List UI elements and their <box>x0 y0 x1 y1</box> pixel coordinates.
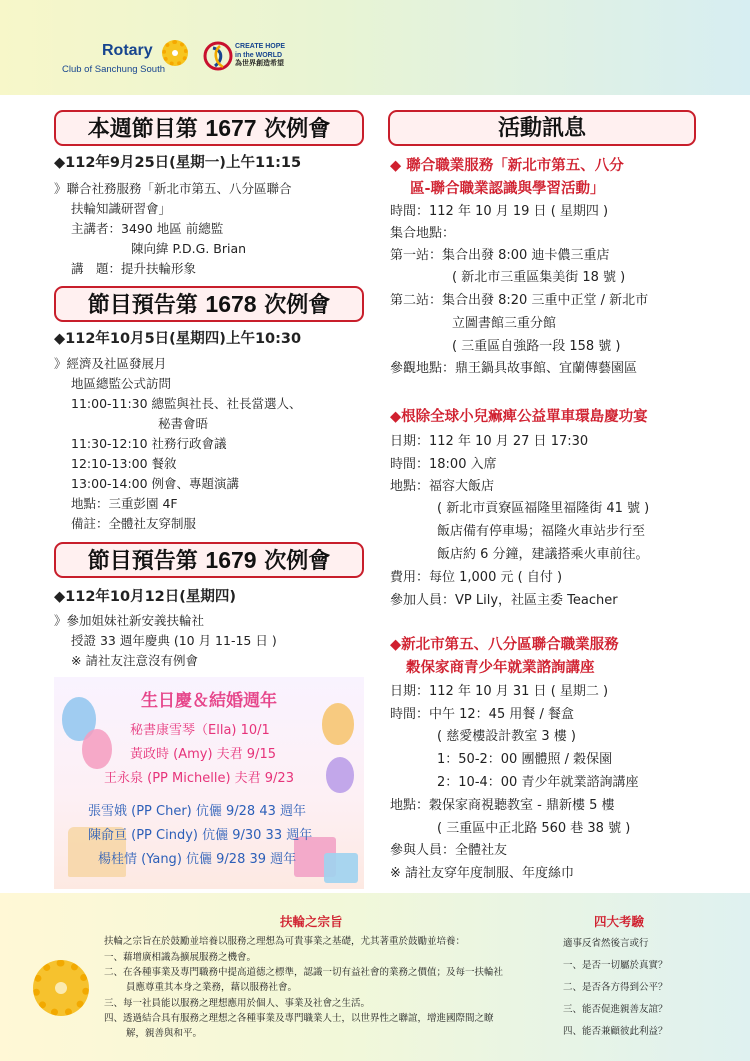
hope-line-2: in the WORLD <box>235 51 283 59</box>
meeting-1679-line-1: 》參加姐妹社新安義扶輪社 <box>54 613 205 628</box>
meeting-1677-header <box>54 110 364 146</box>
event-3-line-8: 參與人員：全體社友 <box>390 843 508 858</box>
meeting-1677-topic-line-2: 扶輪知識研習會」 <box>71 201 172 216</box>
event-1-line-6: 立圖書館三重分館 <box>452 316 557 331</box>
event-2-line-4: ( 新北市貢寮區福隆里福隆街 41 號 ) <box>437 501 650 516</box>
meeting-1677-speaker-line-1: 主講者：3490 地區 前總監 <box>71 221 224 236</box>
four-way-test-title: 四大考驗 <box>594 914 645 929</box>
four-way-test-2: 二、是否各方得到公平？ <box>563 982 668 993</box>
birthday-anniversary-card <box>54 677 364 889</box>
meeting-1678-line-4: 秘書會晤 <box>158 416 209 431</box>
event-3-line-9: ※ 請社友穿年度制服、年度絲巾 <box>390 866 575 881</box>
meeting-1679-header <box>54 542 364 578</box>
object-point-3: 三、每一社員能以服務之理想應用於個人、事業及社會之生活。 <box>104 998 371 1009</box>
birthday-line-3: 王永泉 (PP Michelle) 夫君 9/23 <box>104 771 294 786</box>
meeting-1679-date: ◆112年10月12日(星期四) <box>54 589 237 605</box>
event-2-line-6: 飯店約 6 分鐘，建議搭乘火車前往。 <box>437 547 649 562</box>
event-3-line-4: 1：50-2：00 團體照 / 穀保園 <box>437 752 613 767</box>
event-1-line-3: 第一站：集合出發 8:00 迪卡儂三重店 <box>390 248 610 263</box>
object-point-4b: 解，親善與和平。 <box>126 1028 203 1039</box>
rotary-logo <box>62 42 197 82</box>
event-2-line-1: 日期：112 年 10 月 27 日 17:30 <box>390 434 589 449</box>
header-prefix: 節目預告第 <box>87 293 206 318</box>
event-2-line-5: 飯店備有停車場；福隆火車站步行至 <box>437 524 646 539</box>
rotary-wheel-icon <box>33 960 89 1016</box>
event-3-title-line-1: ◆新北市第五、八分區聯合職業服務 <box>390 637 619 653</box>
meeting-1677-topic-line-1: 》聯合社務服務「新北市第五、八分區聯合 <box>54 181 292 196</box>
meeting-1678-date: ◆112年10月5日(星期四)上午10:30 <box>54 331 302 347</box>
card-title: 生日慶＆結婚週年 <box>141 691 277 711</box>
hope-line-3: 為世界創造希望 <box>235 60 284 67</box>
anniversary-line-1: 張雪娥 (PP Cher) 伉儷 9/28 43 週年 <box>88 804 307 819</box>
event-1-line-4: ( 新北市三重區集美街 18 號 ) <box>452 270 626 285</box>
hope-line-1: CREATE HOPE <box>235 43 286 50</box>
event-3-line-6: 地點：穀保家商視聽教室 - 鼎新樓 5 樓 <box>390 798 615 813</box>
object-point-2b: 員應尊重其本身之業務，藉以服務社會。 <box>126 982 298 993</box>
meeting-1678-line-1: 》經濟及社區發展月 <box>54 356 167 371</box>
rotary-wordmark: Rotary <box>102 42 153 59</box>
meeting-1678-line-8: 地點：三重彭園 4F <box>71 496 178 511</box>
anniversary-line-3: 楊桂情 (Yang) 伉儷 9/28 39 週年 <box>98 852 297 867</box>
meeting-1678-line-5: 11:30-12:10 社務行政會議 <box>71 436 227 451</box>
event-2-line-7: 費用：每位 1,000 元 ( 自付 ) <box>390 570 563 585</box>
four-way-test-intro: 適事反省然後言或行 <box>563 938 649 949</box>
create-hope-logo <box>203 40 313 80</box>
event-2-title: ◆根除全球小兒痲痺公益單車環島慶功宴 <box>390 409 648 425</box>
meeting-1679-line-3: ※ 請社友注意沒有例會 <box>71 653 198 668</box>
event-1-line-8: 參觀地點：鼎王鍋具故事館、宜蘭傳藝園區 <box>390 361 638 376</box>
header-suffix: 次例會 <box>256 549 331 574</box>
balloon-icon <box>82 729 112 769</box>
meeting-1678-line-3: 11:00-11:30 總監與社長、社長當選人、 <box>71 396 302 411</box>
create-hope-icon <box>203 40 233 72</box>
event-1-line-5: 第二站：集合出發 8:20 三重中正堂 / 新北市 <box>390 293 649 308</box>
event-2-line-2: 時間：18:00 入席 <box>390 457 497 472</box>
four-way-test-4: 四、能否兼顧彼此利益？ <box>563 1026 668 1037</box>
meeting-1677-date: ◆112年9月25日(星期一)上午11:15 <box>54 155 302 171</box>
meeting-1678-line-9: 備註：全體社友穿制服 <box>71 516 197 531</box>
event-2-line-8: 參加人員：VP Lily，社區主委 Teacher <box>390 593 618 608</box>
event-3-line-2: 時間：中午 12：45 用餐 / 餐盒 <box>390 707 574 722</box>
four-way-test-1: 一、是否一切屬於真實？ <box>563 960 668 971</box>
event-1-line-7: ( 三重區自強路一段 158 號 ) <box>452 339 621 354</box>
object-intro: 扶輪之宗旨在於鼓勵並培養以服務之理想為可貴事業之基礎，尤其著重於鼓勵並培養： <box>104 936 466 947</box>
meeting-number: 1677 <box>205 115 257 141</box>
object-of-rotary-title: 扶輪之宗旨 <box>280 914 343 929</box>
object-point-2a: 二、在各種事業及專門職務中提高道德之標準，認識一切有益社會的業務之價值；及每一扶輪社 <box>104 967 504 978</box>
meeting-1678-line-6: 12:10-13:00 餐敘 <box>71 456 177 471</box>
meeting-number: 1678 <box>205 291 257 317</box>
event-2-line-3: 地點：福容大飯店 <box>390 479 495 494</box>
object-point-1: 一、藉增廣相識為擴展服務之機會。 <box>104 952 257 963</box>
meeting-1678-line-7: 13:00-14:00 例會、專題演講 <box>71 476 240 491</box>
header-prefix: 本週節目第 <box>87 117 206 142</box>
event-1-line-2: 集合地點： <box>390 226 456 241</box>
event-1-title-line-2: 區-聯合職業認識與學習活動」 <box>410 181 605 197</box>
header-prefix: 節目預告第 <box>87 549 206 574</box>
gift-box-icon <box>324 853 358 883</box>
club-name: Club of Sanchung South <box>62 64 165 75</box>
four-way-test-3: 三、能否促進親善友誼？ <box>563 1004 668 1015</box>
header-suffix: 次例會 <box>256 117 331 142</box>
meeting-1679-line-2: 授證 33 週年慶典 (10 月 11-15 日 ) <box>71 633 277 648</box>
event-1-line-1: 時間：112 年 10 月 19 日 ( 星期四 ) <box>390 204 609 219</box>
meeting-1678-line-2: 地區總監公式訪問 <box>71 376 172 391</box>
event-3-title-line-2: 穀保家商青少年就業諮詢講座 <box>406 660 595 676</box>
balloon-icon <box>326 757 354 793</box>
header-suffix: 次例會 <box>256 293 331 318</box>
event-3-line-7: ( 三重區中正北路 560 巷 38 號 ) <box>437 821 631 836</box>
object-point-4a: 四、透過結合具有服務之理想之各種事業及專門職業人士，以世界性之聯誼，增進國際間之瞭 <box>104 1013 494 1024</box>
meeting-1677-subject: 講 題：提升扶輪形象 <box>71 261 197 276</box>
event-3-line-5: 2：10-4：00 青少年就業諮詢講座 <box>437 775 639 790</box>
event-3-line-3: ( 慈愛樓設計教室 3 樓 ) <box>437 729 576 744</box>
meeting-1677-speaker-line-2: 陳向緯 P.D.G. Brian <box>131 241 247 256</box>
birthday-line-2: 黃政時 (Amy) 夫君 9/15 <box>130 747 276 762</box>
meeting-number: 1679 <box>205 547 257 573</box>
meeting-1678-header <box>54 286 364 322</box>
anniversary-line-2: 陳俞亘 (PP Cindy) 伉儷 9/30 33 週年 <box>88 828 313 843</box>
activity-news-header: 活動訊息 <box>388 110 696 146</box>
event-1-title-line-1: ◆ 聯合職業服務「新北市第五、八分 <box>390 158 624 174</box>
rotary-wheel-icon <box>162 40 188 66</box>
birthday-line-1: 秘書康雪琴（Ella) 10/1 <box>130 723 270 738</box>
event-3-line-1: 日期：112 年 10 月 31 日 ( 星期二 ) <box>390 684 609 699</box>
